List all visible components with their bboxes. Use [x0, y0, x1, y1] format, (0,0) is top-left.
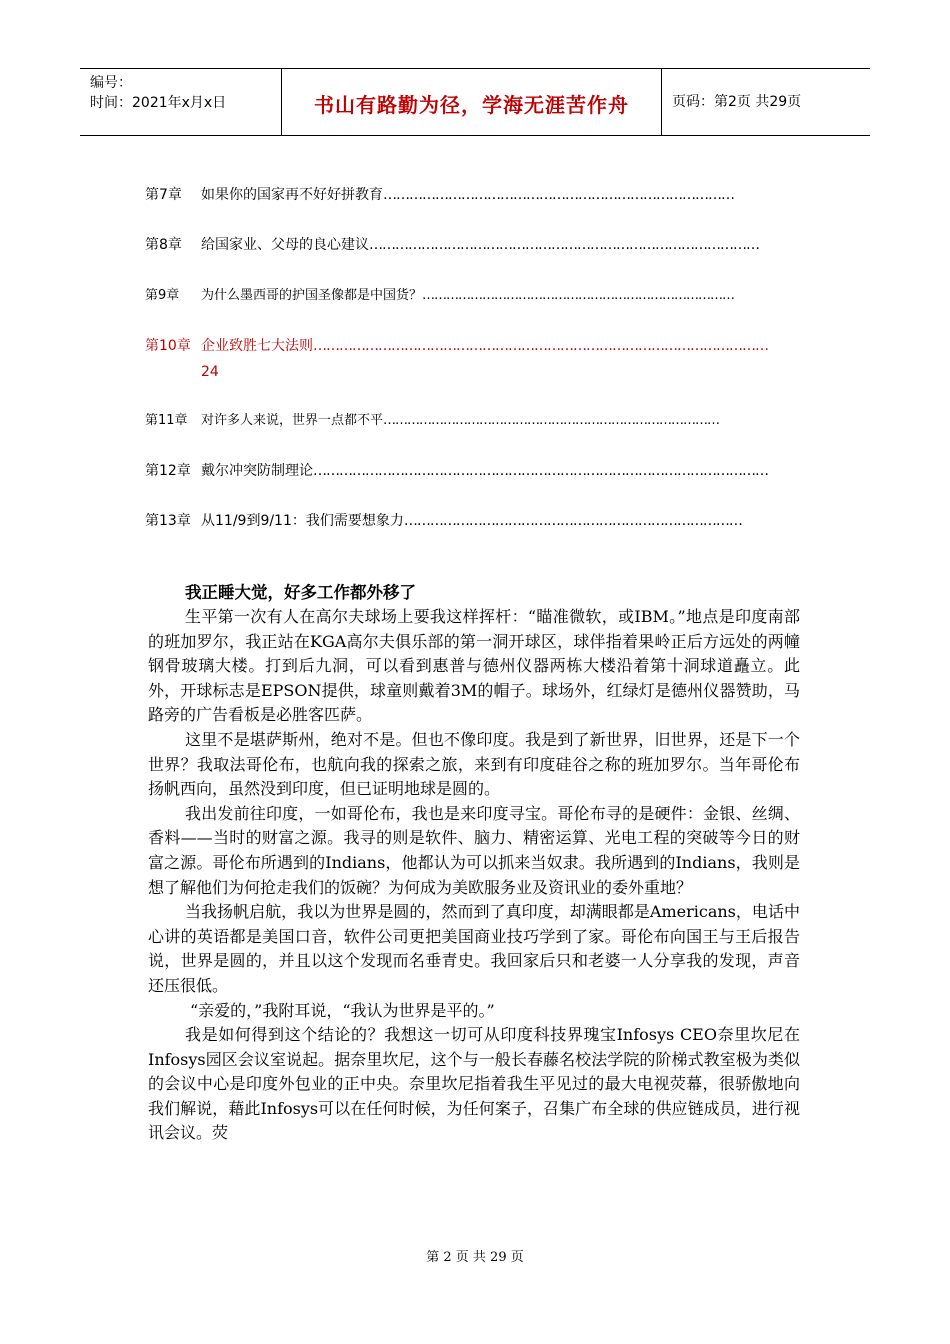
toc-leader-dots: ………………………………………………………………………: [383, 187, 734, 203]
toc-entry-11[interactable]: [145, 410, 719, 432]
toc-leader-dots: ……………………………………………………………………………………………: [313, 338, 768, 354]
number-label: 编号：: [90, 75, 132, 91]
header-motto-cell: [282, 69, 662, 135]
paragraph: 我出发前往印度，一如哥伦布，我也是来印度寻宝。哥伦布寻的是硬件：金银、丝绸、香料——当时的财富之源。我寻的则是软件、脑力、精密运算、光电工程的突破等今日的财富之源。哥伦布所遇到的Indians，他都认为可以抓来当奴隶。我所遇到的Indians，我则是想了解他们为何抢走我们的饭碗？为何成为美欧服务业及资讯业的委外重地？: [148, 803, 800, 897]
toc-chapter-title: 对许多人来说，世界一点都不平: [201, 413, 384, 428]
toc-entry-8[interactable]: [145, 234, 759, 256]
toc-chapter-title: 企业致胜七大法则: [201, 338, 313, 354]
toc-chapter-number: 第11章: [145, 413, 188, 428]
paragraph-quote: “亲爱的，”我附耳说，“我认为世界是平的。”: [190, 1000, 495, 1020]
toc-entry-7[interactable]: [145, 184, 734, 206]
toc-entry-12[interactable]: [145, 460, 768, 482]
toc-entry-10[interactable]: [145, 335, 768, 383]
toc-leader-dots: ……………………………………………………………………………………………: [313, 463, 768, 479]
page-indicator: 页码：第2页 共29页: [672, 94, 802, 110]
toc-chapter-number: 第7章: [145, 187, 182, 203]
toc-entry-13[interactable]: [145, 510, 742, 532]
toc-chapter-title: 如果你的国家再不好好拼教育: [201, 187, 383, 203]
toc-leader-dots: ……………………………………………………………………: [403, 513, 742, 529]
toc-leader-dots: ………………………………………………………………………………: [369, 237, 759, 253]
toc-chapter-number: 第10章: [145, 338, 191, 354]
toc-leader-dots: ……………………………………………………………………: [422, 288, 735, 303]
paragraph: 当我扬帆启航，我以为世界是圆的，然而到了真印度，却满眼都是Americans，电话中心讲的英语都是美国口音，软件公司更把美国商业技巧学到了家。哥伦布向国王与王后报告说，世界是圆的，并且以这个发现而名垂青史。我回家后只和老婆一人分享我的发现，声音还压很低。: [148, 902, 800, 995]
article-heading: 我正睡大觉，好多工作都外移了: [185, 583, 416, 602]
toc-chapter-number: 第13章: [145, 513, 191, 529]
page-footer: 第 2 页 共 29 页: [426, 1250, 524, 1265]
toc-chapter-title: 给国家业、父母的良心建议: [201, 237, 369, 253]
toc-chapter-number: 第8章: [145, 237, 182, 253]
toc-page-number: 24: [201, 364, 219, 380]
article-body: [148, 581, 800, 1146]
time-label: 时间：2021年x月x日: [90, 95, 227, 111]
header-meta: [80, 69, 282, 135]
toc-chapter-title: 为什么墨西哥的护国圣像都是中国货？: [201, 288, 423, 303]
motto: 书山有路勤为径，学海无涯苦作舟: [314, 93, 629, 117]
paragraph: 我是如何得到这个结论的？我想这一切可从印度科技界瑰宝Infosys CEO奈里坎尼在Infosys园区会议室说起。据奈里坎尼，这个与一般长春藤名校法学院的阶梯式教室极为类似的会议中心是印度外包业的正中央。奈里坎尼指着我生平见过的最大电视荧幕，很骄傲地向我们解说，藉此Infosys可以在任何时候，为任何案子，召集广布全球的供应链成员，进行视讯会议。荧: [148, 1025, 800, 1143]
paragraph: 这里不是堪萨斯州，绝对不是。但也不像印度。我是到了新世界，旧世界，还是下一个世界？我取法哥伦布，也航向我的探索之旅，来到有印度硅谷之称的班加罗尔。当年哥伦布扬帆西向，虽然没到印度，但已证明地球是圆的。: [148, 729, 800, 799]
toc-chapter-number: 第9章: [145, 288, 180, 303]
document-header: [80, 68, 870, 136]
toc-chapter-title: 戴尔冲突防制理论: [201, 463, 313, 479]
toc-chapter-number: 第12章: [145, 463, 191, 479]
toc-chapter-title: 从11/9到9/11：我们需要想象力: [201, 513, 404, 529]
toc-entry-9[interactable]: [145, 285, 734, 307]
paragraph: 生平第一次有人在高尔夫球场上要我这样挥杆：“瞄准微软，或IBM。”地点是印度南部的班加罗尔，我正站在KGA高尔夫俱乐部的第一洞开球区，球伴指着果岭正后方远处的两幢钢骨玻璃大楼。打到后九洞，可以看到惠普与德州仪器两栋大楼沿着第十洞球道矗立。此外，开球标志是EPSON提供，球童则戴着3M的帽子。球场外，红绿灯是德州仪器赞助，马路旁的广告看板是必胜客匹萨。: [148, 607, 800, 725]
toc-leader-dots: …………………………………………………………………………: [383, 413, 720, 428]
